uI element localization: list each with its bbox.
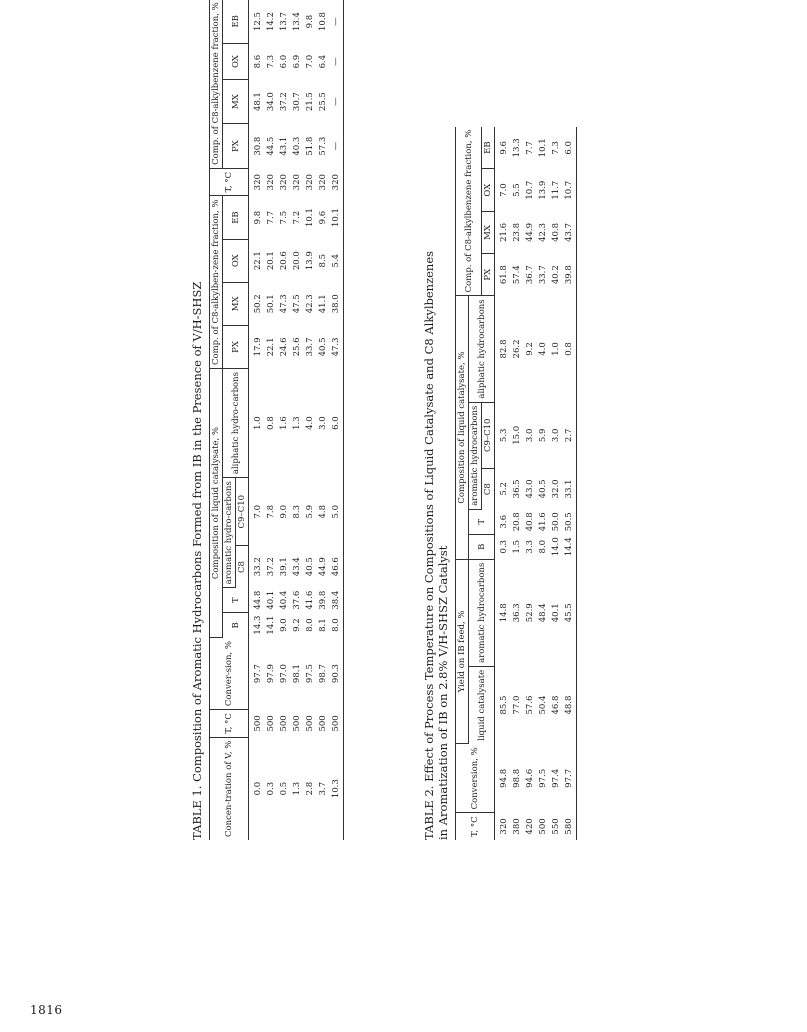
table-cell: 40.3	[292, 136, 302, 156]
table-cell: 34.0	[266, 92, 276, 112]
table-cell: 21.5	[305, 92, 315, 112]
table-cell: 42.3	[538, 222, 548, 242]
table-cell: 37.2	[279, 92, 289, 112]
table-cell: 40.1	[551, 603, 561, 623]
table-cell: 9.6	[499, 141, 509, 155]
table-cell: 9.6	[318, 210, 328, 225]
table-cell: 3.6	[499, 515, 509, 529]
table-cell: 5.4	[330, 239, 344, 282]
table-cell: 97.7	[563, 744, 577, 813]
table-cell: 1.3	[292, 416, 302, 430]
table-cell: 98.7	[318, 664, 328, 684]
table-cell: 39.1	[279, 557, 289, 577]
table-cell: 50.1	[266, 294, 276, 314]
table-cell: 5.9	[305, 504, 315, 519]
table-cell: 46.6	[330, 546, 344, 588]
table-cell: —	[330, 0, 344, 44]
table-cell: 11.7	[551, 180, 561, 200]
table-cell: 500	[266, 715, 276, 732]
table-row	[317, 0, 330, 840]
t1-col-px2: PX	[223, 124, 249, 169]
table-cell: 9.2	[525, 342, 535, 356]
table-cell: 20.6	[279, 251, 289, 271]
table-cell: 44.8	[253, 590, 263, 610]
table-cell: 6.9	[292, 54, 302, 69]
table-cell: 500	[253, 715, 263, 732]
t2-head-liquid: liquid catalysate	[469, 666, 495, 743]
table-cell: 500	[330, 710, 344, 738]
table-cell: 41.1	[318, 294, 328, 314]
table-cell: 0.8	[266, 416, 276, 430]
t1-col-b: B	[223, 613, 249, 638]
table-cell: 22.1	[266, 337, 276, 357]
table-cell: 13.9	[538, 180, 548, 200]
t2-col-c8: C8	[482, 468, 495, 509]
table-cell: 0.3	[266, 781, 276, 796]
table-row	[524, 127, 537, 840]
table-cell: 90.3	[330, 638, 344, 710]
table-cell: 36.3	[512, 603, 522, 623]
table-cell: 22.1	[253, 251, 263, 271]
table-cell: 57.3	[318, 136, 328, 156]
table-cell: 9.8	[305, 14, 315, 29]
table-cell: 3.0	[318, 416, 328, 430]
table-cell: 320	[292, 174, 302, 191]
t2-head-arom2: aromatic hydrocarbons	[469, 402, 482, 509]
table-cell: 44.9	[525, 222, 535, 242]
table-row	[249, 0, 266, 840]
table-cell: 10.1	[538, 138, 548, 158]
t2-col-t: T	[469, 509, 495, 534]
table-cell: 14.2	[266, 12, 276, 32]
table-cell: 7.2	[292, 210, 302, 225]
table-row	[495, 127, 512, 840]
table2-body	[495, 127, 577, 840]
table-cell: 550	[551, 818, 561, 835]
table2-caption-line2: in Aromatization of IB on 2.8% V/H-SHSZ Catalyst	[436, 545, 450, 840]
table-cell: 6.4	[318, 54, 328, 69]
table-cell: 40.1	[266, 590, 276, 610]
table-cell: 50.4	[538, 695, 548, 715]
table-cell: 33.7	[538, 265, 548, 285]
table-cell: 40.4	[279, 590, 289, 610]
table-cell: 47.3	[279, 294, 289, 314]
table-cell: 5.9	[538, 428, 548, 443]
table-cell: 82.8	[499, 339, 509, 359]
t2-head-aliph: aliphatic hydrocarbons	[469, 296, 495, 402]
table-cell: 9.8	[253, 210, 263, 225]
table-cell: 500	[318, 715, 328, 732]
table-cell: —	[330, 79, 344, 124]
table-cell: 10.1	[305, 208, 315, 228]
t1-col-eb: EB	[223, 196, 249, 239]
table-cell: 15.0	[512, 425, 522, 445]
table-cell: 10.1	[330, 196, 344, 239]
t2-head-yield: Yield on IB feed, %	[456, 559, 469, 744]
table-row	[511, 127, 524, 840]
table-cell: 37.2	[266, 557, 276, 577]
t1-head-liquid: Composition of liquid catalysate, %	[210, 369, 223, 638]
table-cell: 98.1	[292, 664, 302, 684]
table-cell: 40.5	[305, 557, 315, 577]
table-cell: 8.0	[538, 539, 548, 554]
table-cell: 94.8	[499, 768, 509, 788]
t2-col-px: PX	[482, 254, 495, 296]
table2-block	[422, 129, 577, 840]
t1-head-conv: Conver-sion, %	[210, 638, 249, 710]
table-cell: 8.1	[318, 618, 328, 632]
table-cell: 1.6	[279, 416, 289, 430]
table-cell: 580	[563, 813, 577, 840]
table-cell: 33.2	[253, 557, 263, 577]
table-cell: 8.5	[318, 253, 328, 268]
table-cell: 48.1	[253, 92, 263, 112]
table-cell: 13.7	[279, 12, 289, 32]
table-cell: 320	[330, 168, 344, 196]
table-cell: 0.0	[253, 781, 263, 796]
table-cell: 5.3	[499, 428, 509, 443]
t2-col-b: B	[469, 534, 495, 559]
table-cell: 42.3	[305, 294, 315, 314]
table-cell: 500	[292, 715, 302, 732]
table-cell: 40.8	[525, 512, 535, 532]
table-row	[550, 127, 563, 840]
t1-head-temp: T, °C	[210, 710, 249, 738]
table-cell: 20.8	[512, 512, 522, 532]
table-cell: 97.0	[279, 664, 289, 684]
table-cell: 50.2	[253, 294, 263, 314]
t2-head-comp: Composition of liquid catalysate, %	[456, 296, 469, 559]
table-cell: 13.9	[305, 251, 315, 271]
table-cell: 97.9	[266, 664, 276, 684]
table2-caption-line1: TABLE 2. Effect of Process Temperature on Compositions of Liquid Catalysate and C8 Alkylbenzenes	[422, 250, 436, 840]
table-cell: 21.6	[499, 222, 509, 242]
table-cell: 8.0	[305, 618, 315, 632]
t1-head-temp2: T, °C	[210, 168, 249, 196]
table-cell: 7.0	[305, 54, 315, 69]
table-cell: 37.6	[292, 590, 302, 610]
table-cell: 7.5	[279, 210, 289, 225]
table-cell: 3.0	[551, 428, 561, 443]
table-cell: 50.0	[551, 512, 561, 532]
table-cell: 320	[266, 174, 276, 191]
table-cell: 20.0	[292, 251, 302, 271]
table-cell: 320	[318, 174, 328, 191]
table-cell: 41.6	[305, 590, 315, 610]
table-cell: 7.0	[253, 504, 263, 519]
table-cell: 500	[305, 715, 315, 732]
table-cell: 97.4	[551, 768, 561, 788]
table-cell: 77.0	[512, 695, 522, 715]
table-cell: 320	[279, 174, 289, 191]
table-cell: 7.3	[266, 54, 276, 69]
table-cell: 33.7	[305, 337, 315, 357]
table2	[455, 127, 577, 840]
table-cell: 26.2	[512, 339, 522, 359]
table-cell: —	[330, 124, 344, 169]
table-cell: 48.8	[563, 666, 577, 743]
table-cell: 41.6	[538, 512, 548, 532]
table-cell: 38.0	[330, 282, 344, 325]
table-cell: 24.6	[279, 337, 289, 357]
t2-head-c8: Comp. of C8-alkylbenzene fraction, %	[456, 127, 482, 296]
table-cell: —	[330, 44, 344, 80]
t1-col-mx2: MX	[223, 79, 249, 124]
table-cell: 7.7	[525, 141, 535, 155]
t1-head-conc: Concen-tration of V, %	[210, 737, 249, 840]
table-cell: 39.8	[318, 590, 328, 610]
t2-col-mx: MX	[482, 211, 495, 253]
table-cell: 3.3	[525, 539, 535, 554]
table-cell: 7.7	[266, 210, 276, 225]
table-cell: 380	[512, 818, 522, 835]
table-cell: 40.8	[551, 222, 561, 242]
t1-col-mx: MX	[223, 282, 249, 325]
table-cell: 30.8	[253, 136, 263, 156]
table-cell: 57.6	[525, 695, 535, 715]
table-cell: 14.4	[563, 534, 577, 559]
table-cell: 500	[538, 818, 548, 835]
table-row	[304, 0, 317, 840]
table1	[209, 0, 344, 840]
table-cell: 2.8	[305, 781, 315, 796]
table-cell: 1.5	[512, 539, 522, 554]
table-cell: 47.3	[330, 325, 344, 368]
table-cell: 50.5	[563, 509, 577, 534]
t1-col-px: PX	[223, 325, 249, 368]
table-cell: 97.5	[305, 664, 315, 684]
t1-col-eb2: EB	[223, 0, 249, 44]
t1-col-ox: OX	[223, 239, 249, 282]
table-cell: 12.5	[253, 12, 263, 32]
table-cell: 6.0	[563, 127, 577, 169]
table1-block	[190, 2, 344, 840]
table-cell: 13.4	[292, 12, 302, 32]
table-cell: 1.0	[253, 416, 263, 430]
table1-body	[249, 0, 344, 840]
table-cell: 3.0	[525, 428, 535, 443]
table-cell: 4.8	[318, 504, 328, 519]
table-row	[330, 0, 344, 840]
table-cell: 5.0	[330, 478, 344, 546]
table-cell: 1.0	[551, 342, 561, 356]
table-cell: 45.5	[563, 559, 577, 666]
t1-col-c8: C8	[236, 546, 249, 588]
t1-col-t: T	[223, 588, 249, 613]
table-row	[265, 0, 278, 840]
t2-head-temp: T, °C	[456, 813, 495, 840]
table-cell: 9.2	[292, 618, 302, 632]
t1-col-ox2: OX	[223, 44, 249, 80]
table-cell: 25.6	[292, 337, 302, 357]
table-cell: 14.1	[266, 615, 276, 635]
table-cell: 3.7	[318, 781, 328, 796]
table-cell: 43.7	[563, 211, 577, 253]
table-cell: 320	[305, 174, 315, 191]
t1-col-c9c10: C9–C10	[236, 478, 249, 546]
t2-col-eb: EB	[482, 127, 495, 169]
table-cell: 43.1	[279, 136, 289, 156]
table-cell: 8.0	[330, 613, 344, 638]
table-cell: 40.5	[318, 337, 328, 357]
table-cell: 0.8	[563, 296, 577, 402]
table-cell: 20.1	[266, 251, 276, 271]
table-cell: 2.7	[563, 402, 577, 468]
table-cell: 5.2	[499, 482, 509, 496]
table-cell: 4.0	[305, 416, 315, 430]
table-cell: 39.8	[563, 254, 577, 296]
table-cell: 8.6	[253, 54, 263, 69]
table-cell: 40.5	[538, 479, 548, 499]
table-cell: 13.3	[512, 138, 522, 158]
table-cell: 7.0	[499, 183, 509, 197]
table-cell: 44.5	[266, 136, 276, 156]
table-cell: 36.7	[525, 265, 535, 285]
table-cell: 36.5	[512, 479, 522, 499]
t2-head-conv: Conversion, %	[456, 744, 495, 813]
table-cell: 14.0	[551, 537, 561, 557]
table-cell: 44.9	[318, 557, 328, 577]
table-cell: 8.3	[292, 504, 302, 519]
table1-caption: TABLE 1. Composition of Aromatic Hydrocarbons Formed from IB in the Presence of V/H-SHSZ	[190, 281, 204, 840]
table-cell: 17.9	[253, 337, 263, 357]
t2-col-ox: OX	[482, 169, 495, 211]
table-cell: 7.3	[551, 141, 561, 155]
table-cell: 10.7	[563, 169, 577, 211]
table-cell: 14.8	[499, 603, 509, 623]
table-row	[291, 0, 304, 840]
table-cell: 5.5	[512, 183, 522, 197]
table-cell: 32.0	[551, 479, 561, 499]
table-cell: 6.0	[330, 369, 344, 478]
table-cell: 9.0	[279, 618, 289, 632]
table-cell: 420	[525, 818, 535, 835]
t1-head-arom: aromatic hydro-carbons	[223, 478, 236, 588]
table-cell: 23.8	[512, 222, 522, 242]
table-cell: 40.2	[551, 265, 561, 285]
table-cell: 98.8	[512, 768, 522, 788]
table-cell: 57.4	[512, 265, 522, 285]
table-cell: 320	[499, 818, 509, 835]
table-row	[537, 127, 550, 840]
table-cell: 9.0	[279, 504, 289, 519]
table-cell: 500	[279, 715, 289, 732]
table-cell: 38.4	[330, 588, 344, 613]
table-cell: 47.5	[292, 294, 302, 314]
table-cell: 10.8	[318, 12, 328, 32]
table-cell: 43.0	[525, 479, 535, 499]
table-cell: 97.5	[538, 768, 548, 788]
t2-col-c9c10: C9–C10	[482, 402, 495, 468]
page-number: 1816	[30, 1003, 63, 1017]
table-cell: 97.7	[253, 664, 263, 684]
table-cell: 43.4	[292, 557, 302, 577]
t2-head-arom: aromatic hydrocarbons	[469, 559, 495, 666]
table-cell: 14.3	[253, 615, 263, 635]
table-cell: 10.3	[330, 737, 344, 840]
table-cell: 320	[253, 174, 263, 191]
table-cell: 1.3	[292, 781, 302, 796]
table-cell: 48.4	[538, 603, 548, 623]
table-cell: 85.5	[499, 695, 509, 715]
table-cell: 52.9	[525, 603, 535, 623]
table-cell: 0.5	[279, 781, 289, 796]
table-cell: 46.8	[551, 695, 561, 715]
table-cell: 33.1	[563, 468, 577, 509]
table-cell: 6.0	[279, 54, 289, 69]
t1-head-c8b: Comp. of C8-alkylbenzene fraction, %	[210, 0, 223, 168]
t1-head-aliph: aliphatic hydro-carbons	[223, 369, 249, 478]
table-cell: 30.7	[292, 92, 302, 112]
table-cell: 94.6	[525, 768, 535, 788]
table-cell: 10.7	[525, 180, 535, 200]
table-cell: 51.8	[305, 136, 315, 156]
table-row	[563, 127, 577, 840]
t1-head-c8: Comp. of C8-alkylben-zene fraction, %	[210, 196, 223, 369]
table-cell: 4.0	[538, 342, 548, 356]
table-cell: 61.8	[499, 265, 509, 285]
table-cell: 25.5	[318, 92, 328, 112]
table-cell: 7.8	[266, 504, 276, 519]
table-row	[278, 0, 291, 840]
table-cell: 0.3	[499, 539, 509, 554]
